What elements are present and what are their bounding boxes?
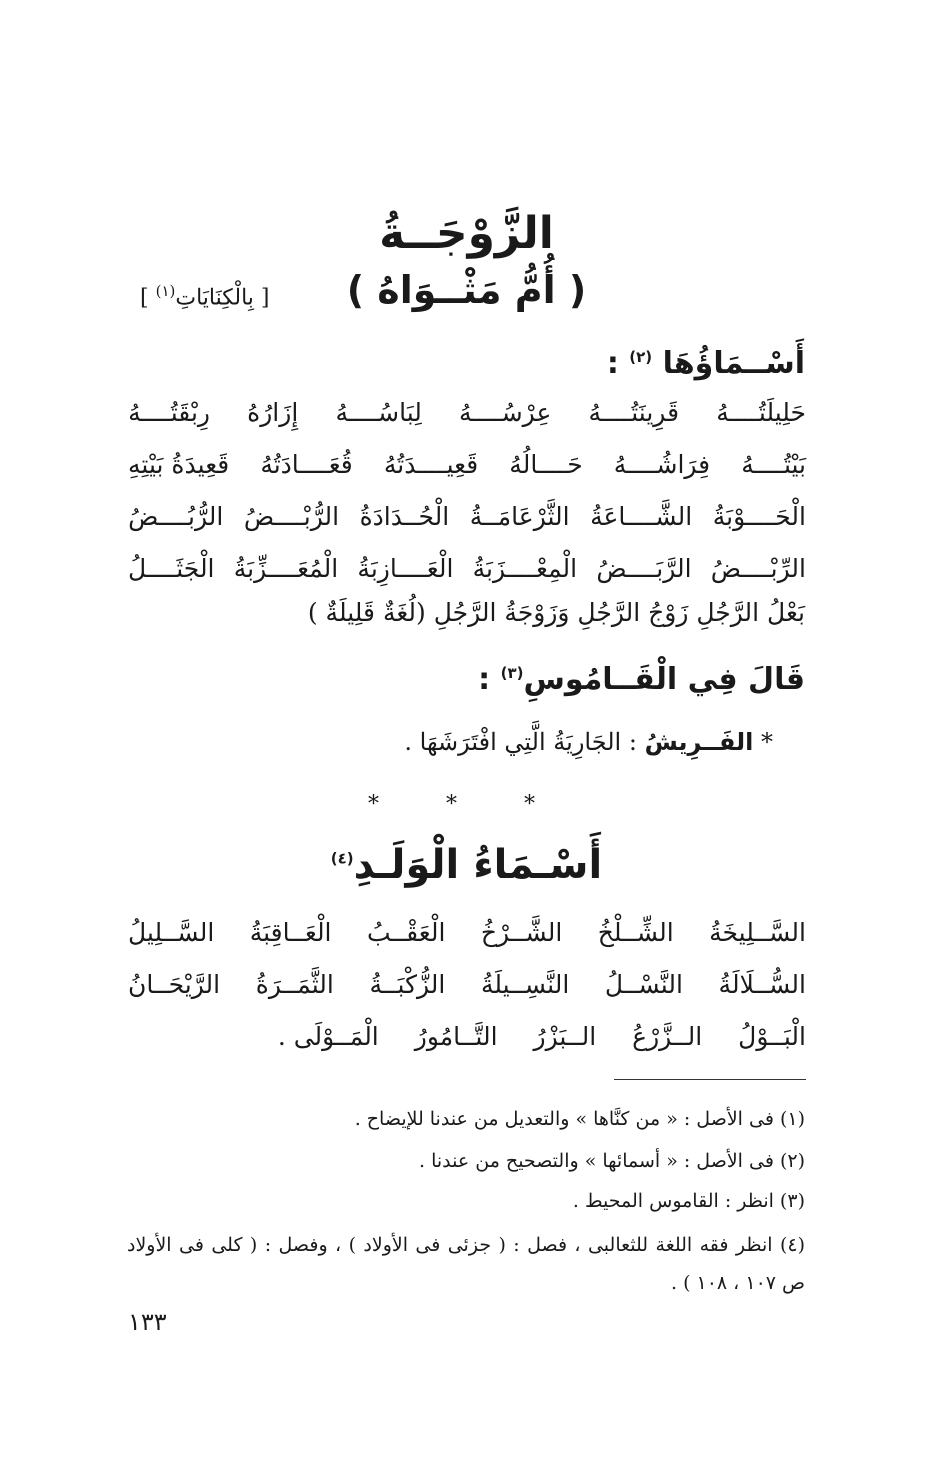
word: الْبَــوْلُ [738, 1021, 806, 1051]
heading-colon: : [478, 662, 491, 697]
subtitle-note [140, 282, 320, 310]
word: الشِّــلْخُ [597, 917, 674, 947]
word: السَّــلِيخَةُ [709, 917, 806, 947]
word: قَعِيدَةُ بَيْتِهِ [128, 449, 230, 479]
entry-term: الفَــرِيشُ [644, 728, 754, 756]
word: الْمَــوْلَى . [277, 1021, 379, 1051]
word: قَرِينَتُــــهُ [588, 397, 680, 427]
heading-text: أَسْــمَاؤُهَا [662, 346, 805, 381]
word: حَلِيلَتُــــهُ [716, 397, 806, 427]
word: لِبَاسُــــهُ [335, 397, 422, 427]
word: الــزَّرْعُ [632, 1021, 703, 1051]
word: إِزَارُهُ [247, 397, 299, 427]
word: قُعَــــادَتُهُ [260, 449, 353, 479]
footnote-2: (٢) فى الأصل : « أسمائها » والتصحيح من عندنا . [419, 1150, 805, 1172]
word: رِبْقَتُــــهُ [128, 397, 210, 427]
word: الْمِعْــــزَبَةُ [472, 553, 578, 583]
footnote-ref-1[interactable]: (١) [155, 282, 176, 300]
footnote-ref-2[interactable]: (٢) [629, 348, 653, 366]
word: فِرَاشُــــهُ [613, 449, 711, 479]
word: الرُّبْــــضُ [243, 501, 340, 531]
page-title: الزَّوْجَــةُ [379, 208, 554, 259]
word: الشَّــــاعَةُ [590, 501, 693, 531]
word: بَيْتُــــهُ [741, 449, 806, 479]
word: قَعِيــــدَتُهُ [383, 449, 479, 479]
word-row [128, 496, 806, 536]
footnote-ref-4[interactable]: (٤) [330, 849, 354, 868]
word-row [128, 444, 806, 484]
word-row [128, 1016, 806, 1056]
word-row [128, 392, 806, 432]
footnote-3: (٣) انظر : القاموس المحيط . [572, 1190, 805, 1212]
word: الْعَــاقِبَةُ [249, 917, 332, 947]
word-row [128, 912, 806, 952]
names-last-line: بَعْلُ الرَّجُلِ زَوْجُ الرَّجُلِ وَزَوْجَةُ الرَّجُلِ (لُغَةٌ قَلِيلَةٌ ) [307, 598, 805, 627]
word: السُّــلَالَةُ [718, 969, 806, 999]
word: الشَّــرْخُ [480, 917, 563, 947]
word: الْعَقْــبُ [366, 917, 446, 947]
word: حَــــالُهُ [509, 449, 583, 479]
subtitle: ( أُمُّ مَثْــوَاهُ ) [346, 268, 587, 312]
word: الرِّبْــــضُ [710, 553, 806, 583]
footnote-1: (١) فى الأصل : « من كنَّاها » والتعديل من عندنا للإيضاح . [354, 1108, 805, 1130]
word: الــبَزْرُ [533, 1021, 597, 1051]
word: الرَّبَــــضُ [596, 553, 692, 583]
word: الزُّكْبَــةُ [369, 969, 446, 999]
page-number: ١٣٣ [128, 1308, 167, 1336]
heading-colon: : [606, 346, 619, 381]
word: عِرْسُــــهُ [459, 397, 552, 427]
heading-text: قَالَ فِي الْقَــامُوسِ [523, 662, 805, 697]
subtitle-row [0, 268, 933, 328]
word: الثَّمَــرَةُ [255, 969, 334, 999]
word: الْحَــــوْبَةُ [712, 501, 806, 531]
word: الْجَثَــــلُ [128, 553, 215, 583]
word: السَّــلِيلُ [128, 917, 215, 947]
word-row [128, 548, 806, 588]
subtitle-note-close: ] [140, 285, 149, 311]
word: الْحُــدَادَةُ [359, 501, 450, 531]
word: النَّسْــلُ [604, 969, 683, 999]
subtitle-note-text: [ بِالْكِنَايَاتِ [175, 285, 270, 311]
section-heading-names [607, 346, 805, 381]
qamus-entry [404, 728, 773, 756]
section-divider-stars: * * * [368, 792, 565, 817]
section-heading-qamus [478, 662, 805, 697]
word-row [128, 964, 806, 1004]
word: الثَّرْعَامَــةُ [469, 501, 570, 531]
word: التَّــامُورُ [414, 1021, 498, 1051]
entry-definition: : الجَارِيَةُ الَّتِي افْتَرَشَهَا . [404, 728, 637, 756]
footnote-separator [614, 1079, 806, 1080]
bullet-star: * [761, 728, 773, 756]
footnote-4: (٤) انظر فقه اللغة للثعالبى ، فصل : ( جزئى فى الأولاد ) ، وفصل : ( كلى فى الأولاد ص ١٠٧ ، ١٠٨ ) . [127, 1234, 805, 1294]
word: النَّسِــيلَةُ [480, 969, 570, 999]
footnote-ref-3[interactable]: (٣) [500, 664, 524, 682]
section-title-text: أَسْـمَاءُ الْوَلَـدِ [353, 842, 603, 888]
section-title-child-names [0, 842, 933, 888]
word: الرَّيْحَــانُ [128, 969, 221, 999]
word: الْعَــــازِبَةُ [357, 553, 454, 583]
word: الْمُعَــــزِّبَةُ [233, 553, 339, 583]
word: الرُّبُــــضُ [128, 501, 224, 531]
